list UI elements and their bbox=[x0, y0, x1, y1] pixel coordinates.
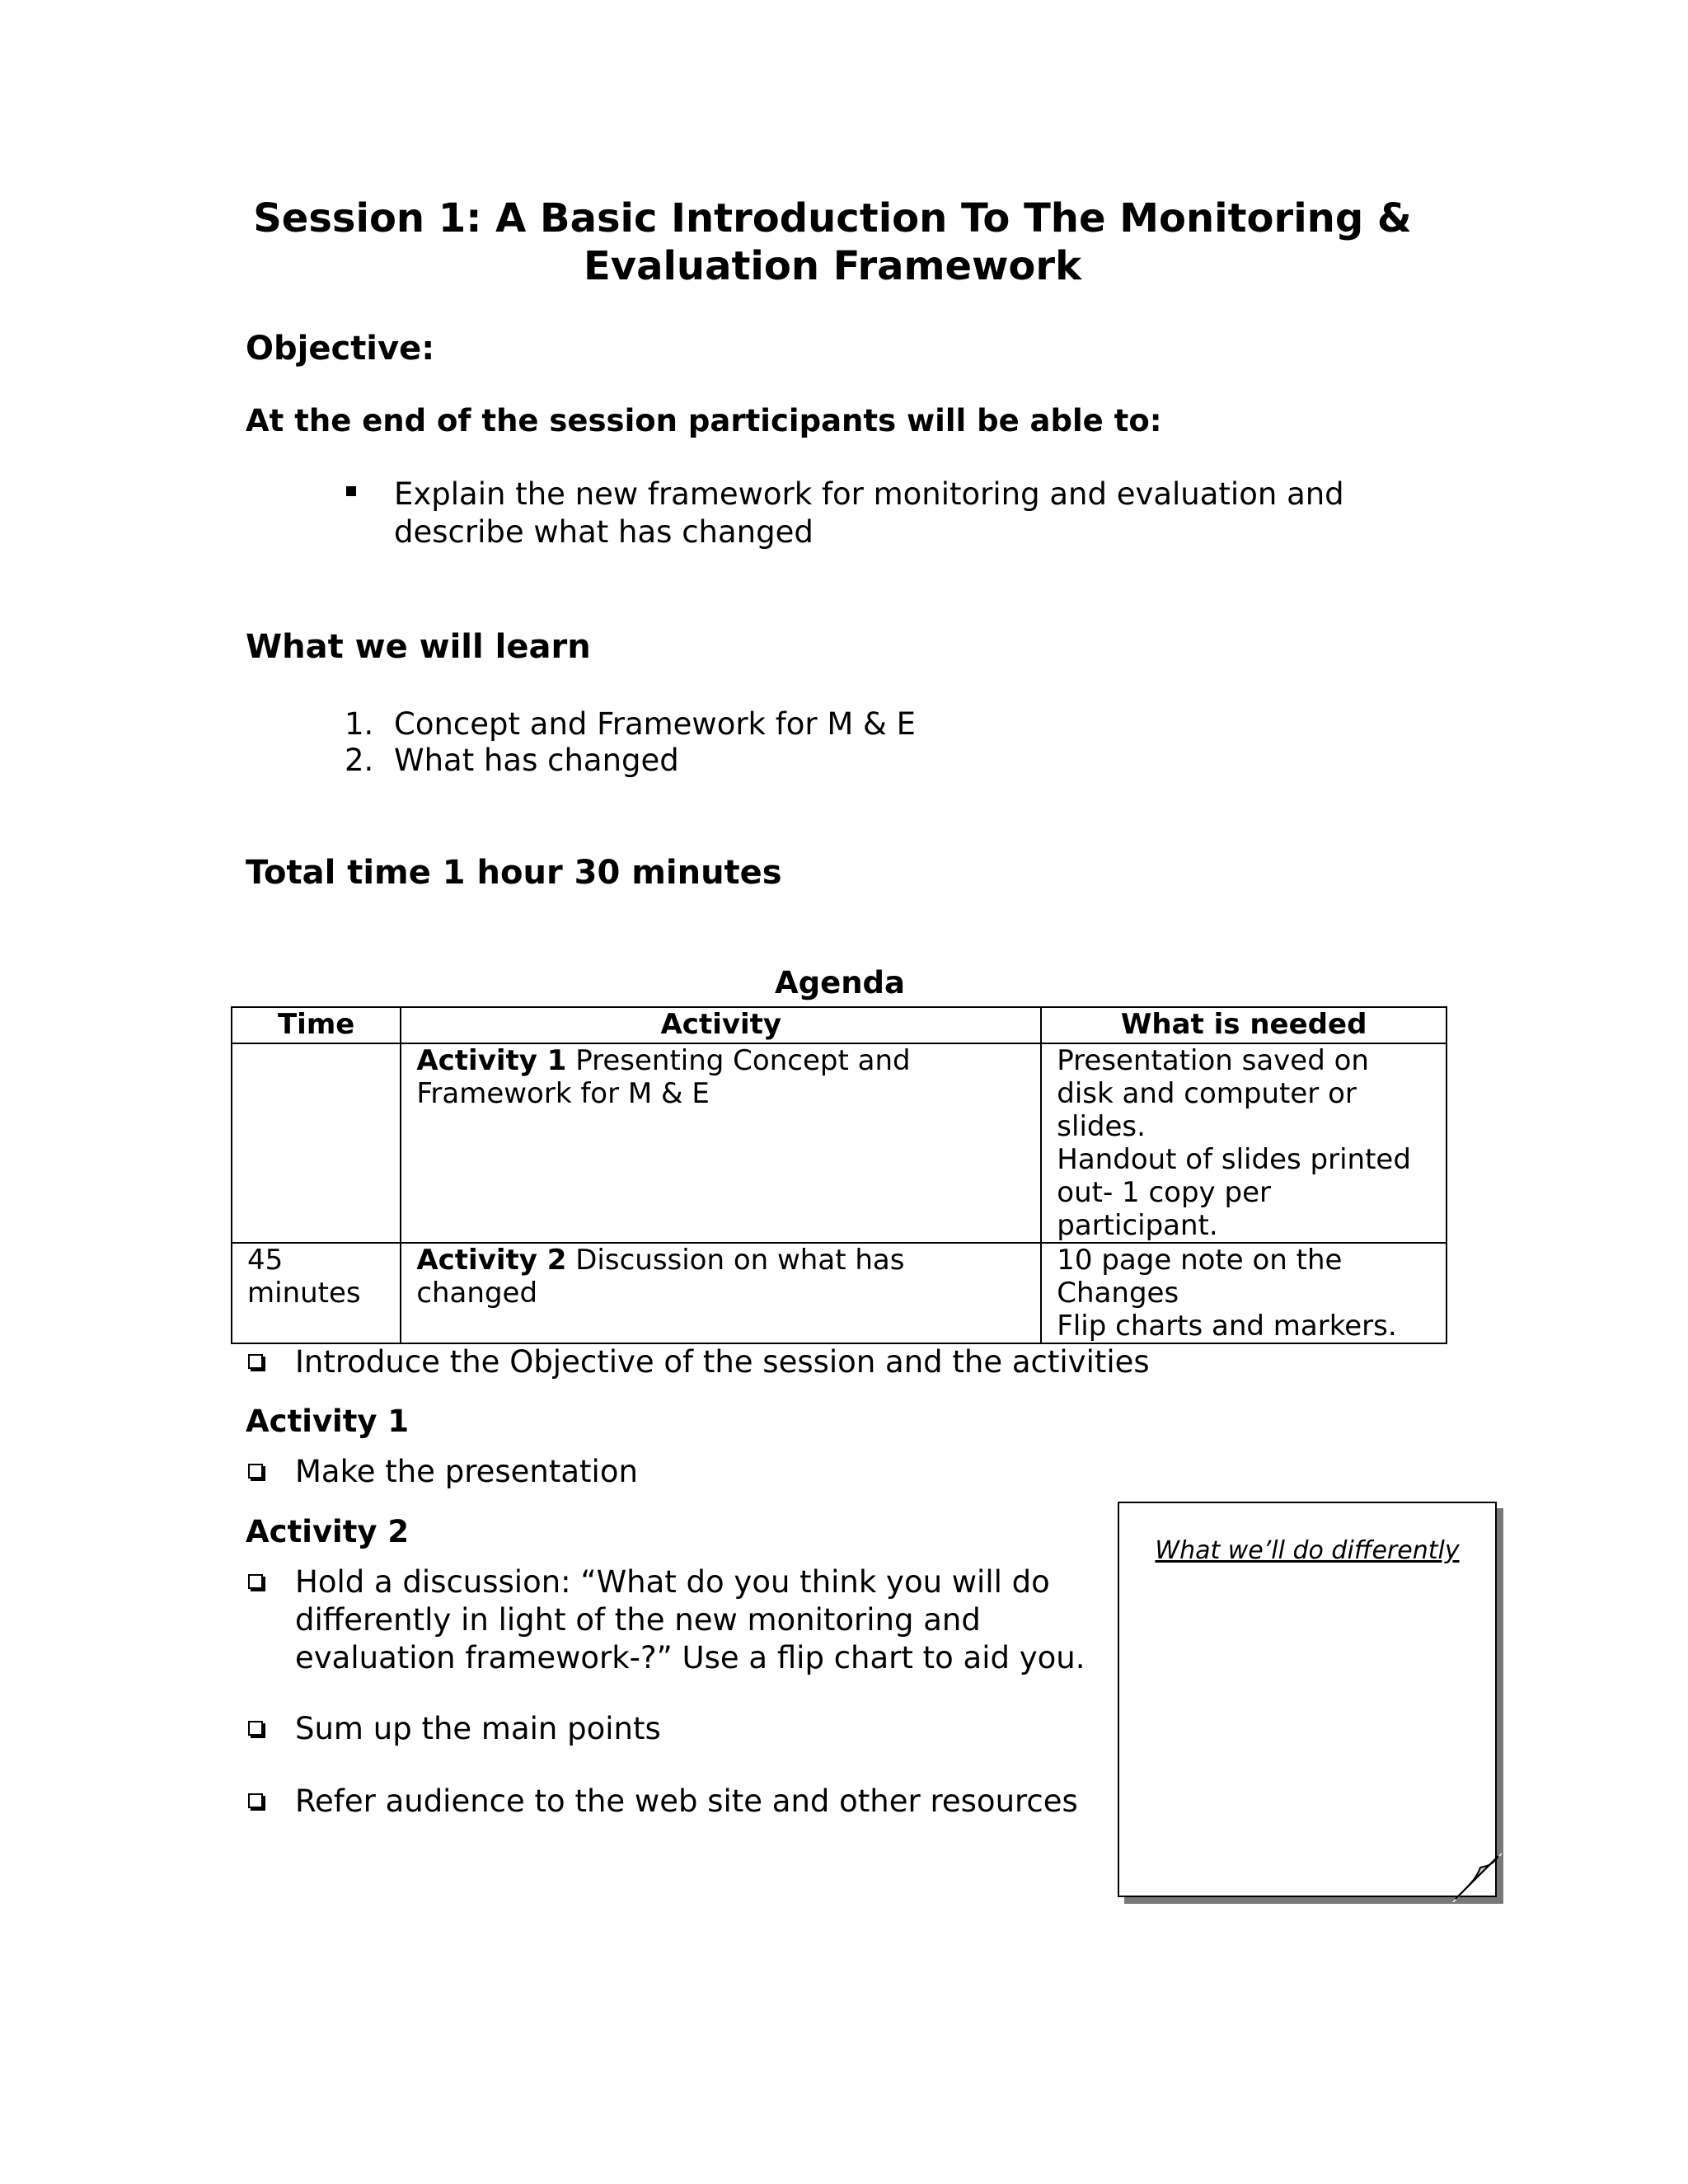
activity2-heading: Activity 2 bbox=[246, 1514, 410, 1549]
learn-item-text: Concept and Framework for M & E bbox=[394, 706, 917, 742]
objective-heading: Objective: bbox=[246, 330, 435, 368]
activity1-heading: Activity 1 bbox=[246, 1404, 410, 1439]
checkbox-bullet-icon bbox=[248, 1574, 263, 1589]
activity-label: Activity 2 bbox=[416, 1244, 567, 1277]
sum-up-step-text: Sum up the main points bbox=[295, 1711, 661, 1746]
agenda-cell-needed bbox=[1041, 1043, 1447, 1243]
activity-description: Presenting Concept and Framework for M & E bbox=[416, 1044, 911, 1110]
table-row bbox=[232, 1043, 1447, 1243]
agenda-cell-needed bbox=[1041, 1243, 1447, 1343]
activity2-step-text: Hold a discussion: “What do you think you will do differently in light of the new monitoring and evaluation framework-?” Use a flip chart to aid you. bbox=[295, 1564, 1085, 1675]
note-title: What we’ll do differently bbox=[1155, 1536, 1460, 1565]
checkbox-bullet-icon bbox=[248, 1793, 263, 1808]
needed-item: Presentation saved on disk and computer or slides. bbox=[1057, 1044, 1369, 1143]
activity-label: Activity 1 bbox=[416, 1044, 567, 1077]
refer-step-text: Refer audience to the web site and other resources bbox=[295, 1783, 1078, 1819]
learn-item-number: 2. bbox=[345, 743, 374, 778]
title-line-1: Session 1: A Basic Introduction To The Monitoring & bbox=[253, 195, 1412, 241]
table-row bbox=[232, 1243, 1447, 1343]
objective-bullet-text: Explain the new framework for monitoring and evaluation and describe what has changed bbox=[394, 476, 1344, 550]
activity1-step-text: Make the presentation bbox=[295, 1454, 638, 1489]
square-bullet-icon bbox=[346, 486, 356, 496]
agenda-cell-activity bbox=[401, 1243, 1041, 1343]
total-time-heading: Total time 1 hour 30 minutes bbox=[246, 854, 782, 892]
intro-step-text: Introduce the Objective of the session and the activities bbox=[295, 1344, 1150, 1380]
needed-item: Handout of slides printed out- 1 copy per participant. bbox=[1057, 1143, 1411, 1242]
checkbox-bullet-icon bbox=[248, 1721, 263, 1736]
objective-lead: At the end of the session participants will be able to: bbox=[246, 403, 1162, 438]
checkbox-bullet-icon bbox=[248, 1354, 263, 1369]
title-line-2: Evaluation Framework bbox=[583, 243, 1081, 289]
agenda-caption: Agenda bbox=[774, 965, 905, 1001]
agenda-header-row bbox=[232, 1007, 1447, 1043]
agenda-header-activity: Activity bbox=[401, 1007, 1041, 1043]
agenda-header-needed: What is needed bbox=[1041, 1007, 1447, 1043]
learn-item-number: 1. bbox=[345, 706, 374, 742]
agenda-cell-activity bbox=[401, 1043, 1041, 1243]
needed-item: 10 page note on the Changes bbox=[1057, 1244, 1343, 1310]
agenda-cell-time bbox=[232, 1043, 401, 1243]
agenda-header-time: Time bbox=[232, 1007, 401, 1043]
page-title bbox=[247, 194, 1418, 290]
flip-chart-note bbox=[1118, 1502, 1497, 1897]
page-curl-icon bbox=[1444, 1844, 1502, 1902]
agenda-cell-time: 45 minutes bbox=[232, 1243, 401, 1343]
agenda-table bbox=[231, 1006, 1447, 1344]
learn-heading: What we will learn bbox=[246, 628, 591, 666]
checkbox-bullet-icon bbox=[248, 1464, 263, 1479]
needed-item: Flip charts and markers. bbox=[1057, 1310, 1397, 1343]
activity-description: Discussion on what has changed bbox=[416, 1244, 905, 1310]
learn-item-text: What has changed bbox=[394, 743, 679, 778]
